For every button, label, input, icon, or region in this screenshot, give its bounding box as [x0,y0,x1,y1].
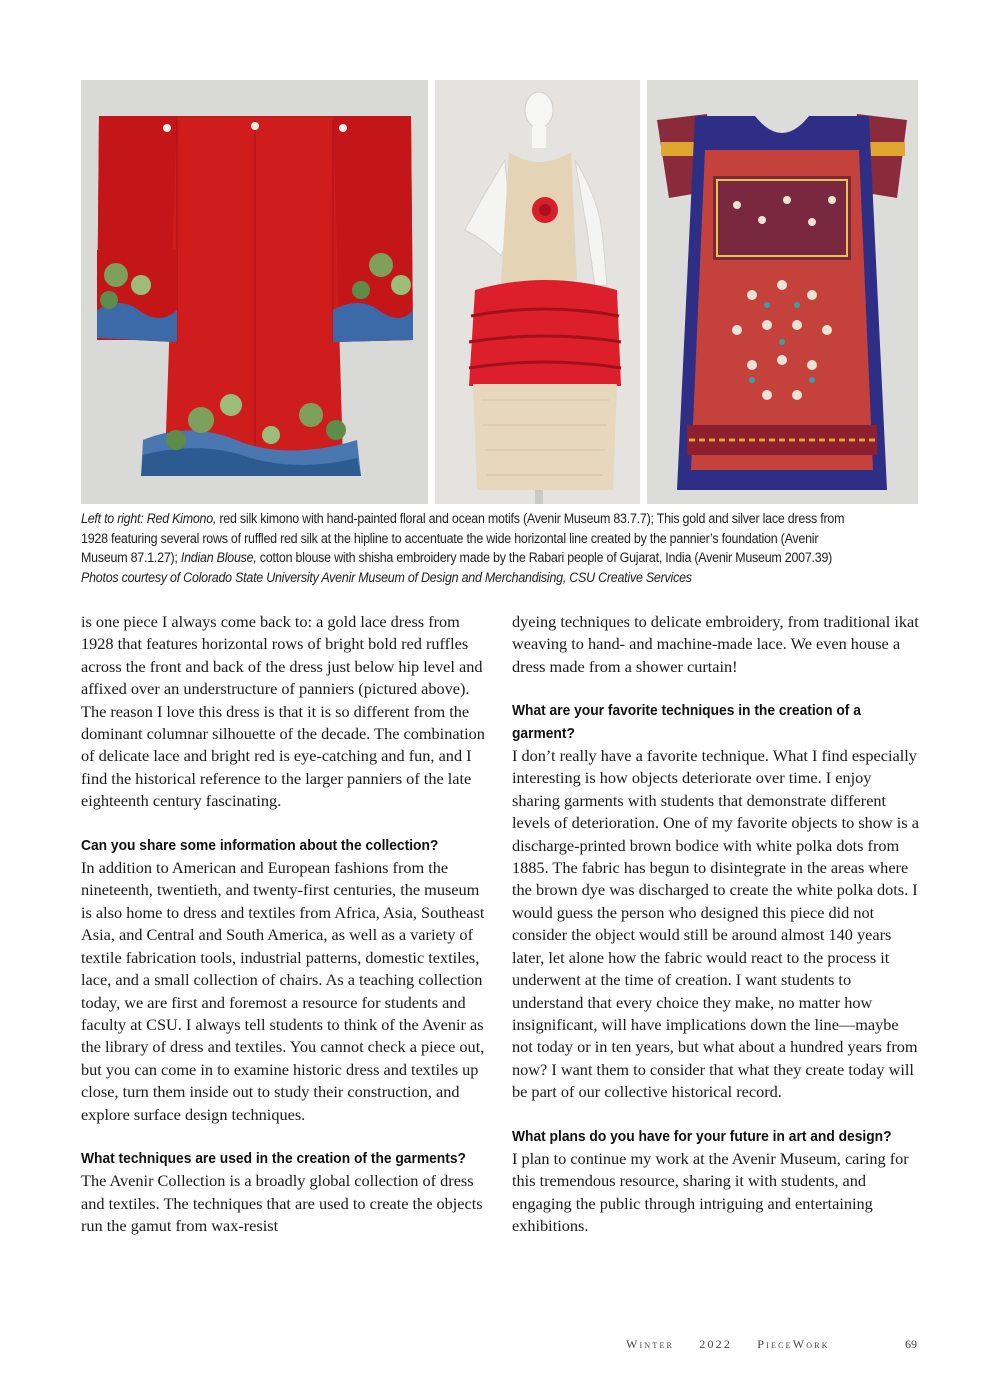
caption-text-1: red silk kimono with hand-painted floral and ocean motifs (Avenir Museum 83.7.7); This gold and silver lace dress from 1928 featuring several rows of ruffled red silk at the hipline to accentuate the wide horizontal line created by the pannier’s foundation (Avenir Museum 87.1.27); [81,511,845,565]
question-heading: What plans do you have for your future in art and design? [512,1127,892,1145]
photo-strip [81,80,918,504]
left-column [81,611,489,1238]
indian-blouse-photo [647,80,918,504]
footer-magazine: PieceWork [757,1337,830,1351]
footer-year: 2022 [699,1337,733,1351]
body-paragraph: The Avenir Collection is a broadly global collection of dress and textiles. The techniques that are used to create the objects run the gamut from wax-resist [81,1171,483,1236]
caption-title-kimono: Left to right: Red Kimono, [81,511,217,526]
caption-text-2: cotton blouse with shisha embroidery made by the Rabari people of Gujarat, India (Avenir Museum 2007.39) [256,550,833,565]
right-column [512,611,920,1238]
page-footer [626,1337,850,1352]
question-heading: What techniques are used in the creation of the garments? [81,1149,466,1167]
body-paragraph: I plan to continue my work at the Avenir Museum, caring for this tremendous resource, sharing it with students, and engaging the public through intriguing and entertaining exhibitions. [512,1148,909,1236]
page-number: 69 [905,1337,917,1351]
red-kimono-photo [81,80,428,504]
footer-season: Winter [626,1337,675,1351]
question-heading: Can you share some information about the collection? [81,836,439,854]
photo-credit: Photos courtesy of Colorado State University Avenir Museum of Design and Merchandising, CSU Creative Services [81,569,692,585]
question-heading: What are your favorite techniques in the creation of a garment? [512,702,861,742]
caption-title-blouse: Indian Blouse, [180,550,257,565]
photo-caption [81,509,862,587]
body-paragraph: I don’t really have a favorite technique. What I find especially interesting is how objects deteriorate over time. I enjoy sharing garments with students that demonstrate different levels of deterioration. One of my favorite objects to show is a discharge-printed brown bodice with white polka dots from 1885. The fabric has begun to disintegrate in the areas where the brown dye was discharged to create the white polka dots. I would guess the person who designed this piece did not consider the object would still be around almost 140 years later, let alone how the fabric would react to the process it underwent at the time of creation. I want students to understand that every choice they make, no matter how insignificant, will have implications down the line—maybe not today or in ten years, but what about a hundred years from now? I want them to consider that what they create today will be part of our collective historical record. [512,746,919,1102]
body-paragraph: In addition to American and European fashions from the nineteenth, twentieth, and twenty-first centuries, the museum is also home to dress and textiles from Africa, Asia, Southeast Asia, and Central and South America, as well as a variety of textile fabrication tools, industrial patterns, domestic textiles, lace, and a small collection of chairs. As a teaching collection today, we are first and foremost a resource for students and faculty at CSU. I always tell students to think of the Avenir as the library of dress and textiles. You cannot check a piece out, but you can come in to examine historic dress and textiles up close, turn them inside out to study their construction, and explore surface design techniques. [81,858,485,1124]
lace-dress-photo [435,80,640,504]
body-paragraph: is one piece I always come back to: a gold lace dress from 1928 that features horizontal rows of bright bold red ruffles across the front and back of the dress just below hip level and affixed over an understructure of panniers (pictured above). The reason I love this dress is that it is so different from the dominant columnar silhouette of the decade. The combination of delicate lace and bright red is eye-catching and fun, and I find the historical reference to the larger panniers of the late eighteenth century fascinating. [81,612,485,811]
body-paragraph: dyeing techniques to delicate embroidery, from traditional ikat weaving to hand- and machine-made lace. We even house a dress made from a shower curtain! [512,612,919,676]
